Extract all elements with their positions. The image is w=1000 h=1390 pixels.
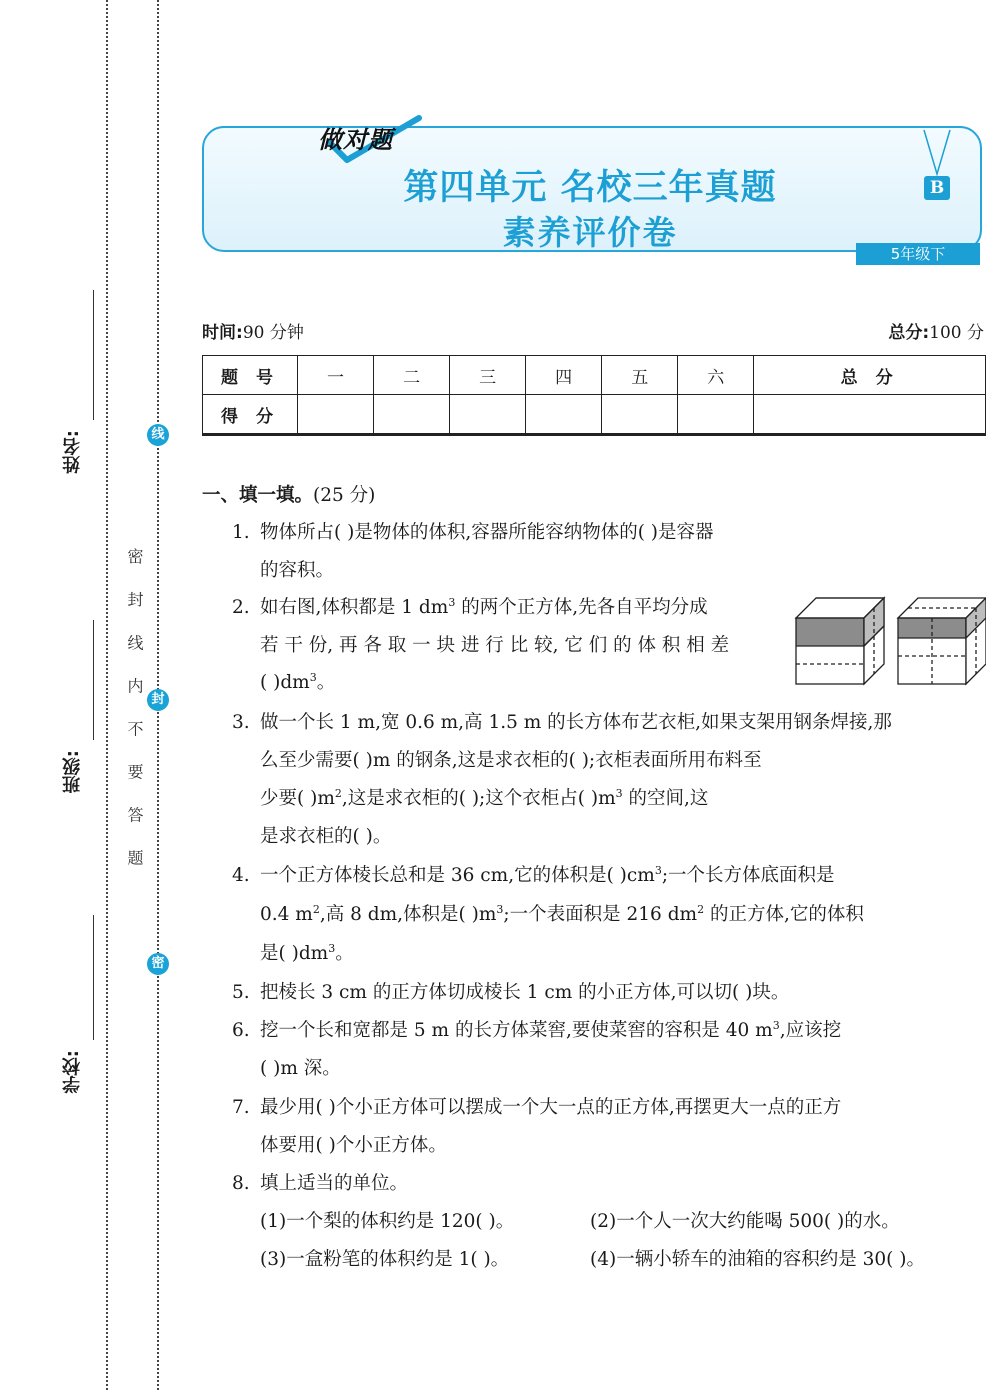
- score-header-cell: 四: [526, 356, 602, 395]
- q8-item: (4)一辆小轿车的油箱的容积约是 30( )。: [590, 1249, 925, 1270]
- score-table: [202, 355, 986, 436]
- score-header-cell: 总 分: [754, 356, 986, 395]
- q6-line: ( )m 深。: [260, 1058, 341, 1079]
- q2-line: 如右图,体积都是 1 $dm^3$ 的两个正方体,先各自平均分成: [260, 595, 708, 618]
- cube-right: [898, 598, 986, 684]
- section-title-text: 一、填一填。: [202, 485, 314, 506]
- total-label: 总分:: [888, 323, 930, 343]
- school-blank-line[interactable]: [93, 915, 94, 1040]
- q3-line: 么至少需要( )m 的钢条,这是求衣柜的( );衣柜表面所用布料至: [260, 750, 762, 771]
- score-cell[interactable]: [526, 395, 602, 435]
- seal-char-secret: 密: [147, 953, 169, 975]
- grade-badge: 5年级下: [856, 243, 980, 265]
- score-cell[interactable]: [678, 395, 754, 435]
- question-number: 6.: [232, 1020, 250, 1041]
- section-title: [202, 477, 375, 515]
- score-row-label: 得 分: [203, 395, 298, 435]
- score-header-row: [203, 356, 986, 395]
- tag-string-icon: [918, 128, 958, 178]
- q3-line: 做一个长 1 m,宽 0.6 m,高 1.5 m 的长方体布艺衣柜,如果支架用钢条焊接,那: [260, 712, 892, 733]
- time-label: 时间:: [202, 323, 243, 343]
- cube-left: [796, 598, 884, 684]
- question-number: 5.: [232, 982, 250, 1003]
- q6-line: 挖一个长和宽都是 5 m 的长方体菜窖,要使菜窖的容积是 40 $m^3$,应该挖: [260, 1018, 842, 1041]
- q4-line: 是( )$dm^3$。: [260, 941, 354, 964]
- score-cell[interactable]: [374, 395, 450, 435]
- score-cell[interactable]: [754, 395, 986, 435]
- q5-line: 把棱长 3 cm 的正方体切成棱长 1 cm 的小正方体,可以切( )块。: [260, 982, 790, 1003]
- score-row: [203, 395, 986, 435]
- q8-item: (3)一盒粉笔的体积约是 1( )。: [260, 1249, 510, 1270]
- total-info: [888, 318, 984, 343]
- q3-line: 少要( )$m^2$,这是求衣柜的( );这个衣柜占( )$m^3$ 的空间,这: [260, 786, 709, 809]
- score-header-cell: 三: [450, 356, 526, 395]
- score-cell[interactable]: [602, 395, 678, 435]
- seal-char-line: 线: [147, 424, 169, 446]
- score-header-cell: 一: [298, 356, 374, 395]
- class-field: [60, 620, 108, 800]
- name-blank-line[interactable]: [93, 290, 94, 420]
- q3-line: 是求衣柜的( )。: [260, 826, 392, 847]
- question-number: 1.: [232, 522, 250, 543]
- seal-char-seal: 封: [147, 689, 169, 711]
- question-number: 7.: [232, 1097, 250, 1118]
- school-label: 学校:: [62, 1050, 83, 1094]
- section-points: (25 分): [313, 485, 376, 506]
- name-field: [60, 290, 108, 480]
- q1-line: 物体所占( )是物体的体积,容器所能容纳物体的( )是容器: [260, 522, 714, 543]
- q2-line: 若 干 份, 再 各 取 一 块 进 行 比 较, 它 们 的 体 积 相 差: [260, 635, 730, 656]
- page-title: 第四单元 名校三年真题: [403, 168, 777, 208]
- q8-line: 填上适当的单位。: [260, 1173, 409, 1194]
- score-header-cell: 二: [374, 356, 450, 395]
- page-subtitle: 素养评价卷: [502, 213, 678, 252]
- q2-line: ( )$dm^3$。: [260, 670, 336, 693]
- question-number: 8.: [232, 1173, 250, 1194]
- score-cell[interactable]: [450, 395, 526, 435]
- score-header-cell: 题 号: [203, 356, 298, 395]
- name-label: 姓名:: [62, 430, 83, 474]
- q8-item: (1)一个梨的体积约是 120( )。: [260, 1211, 515, 1232]
- q1-line: 的容积。: [260, 560, 335, 581]
- question-number: 3.: [232, 712, 250, 733]
- q4-line: 0.4 $m^2$,高 8 dm,体积是( )$m^3$;一个表面积是 216 $dm^2$ 的正方体,它的体积: [260, 902, 864, 925]
- brand-logo: 做对题: [318, 126, 393, 154]
- question-number: 4.: [232, 865, 250, 886]
- time-value: 90 分钟: [242, 323, 304, 343]
- total-value: 100 分: [929, 323, 984, 343]
- school-field: [60, 915, 108, 1105]
- version-tag: B: [924, 176, 950, 200]
- class-label: 班级:: [62, 750, 83, 794]
- seal-note: 密 封 线 内 不 要 答 题: [125, 548, 144, 877]
- q8-item: (2)一个人一次大约能喝 500( )的水。: [590, 1211, 900, 1232]
- class-blank-line[interactable]: [93, 620, 94, 740]
- q7-line: 最少用( )个小正方体可以摆成一个大一点的正方体,再摆更大一点的正方: [260, 1097, 842, 1118]
- score-cell[interactable]: [298, 395, 374, 435]
- cubes-figure: [794, 594, 986, 686]
- q4-line: 一个正方体棱长总和是 36 cm,它的体积是( )$cm^3$;一个长方体底面积是: [260, 863, 835, 886]
- score-header-cell: 六: [678, 356, 754, 395]
- q7-line: 体要用( )个小正方体。: [260, 1135, 447, 1156]
- time-info: [202, 318, 304, 343]
- question-number: 2.: [232, 597, 250, 618]
- score-header-cell: 五: [602, 356, 678, 395]
